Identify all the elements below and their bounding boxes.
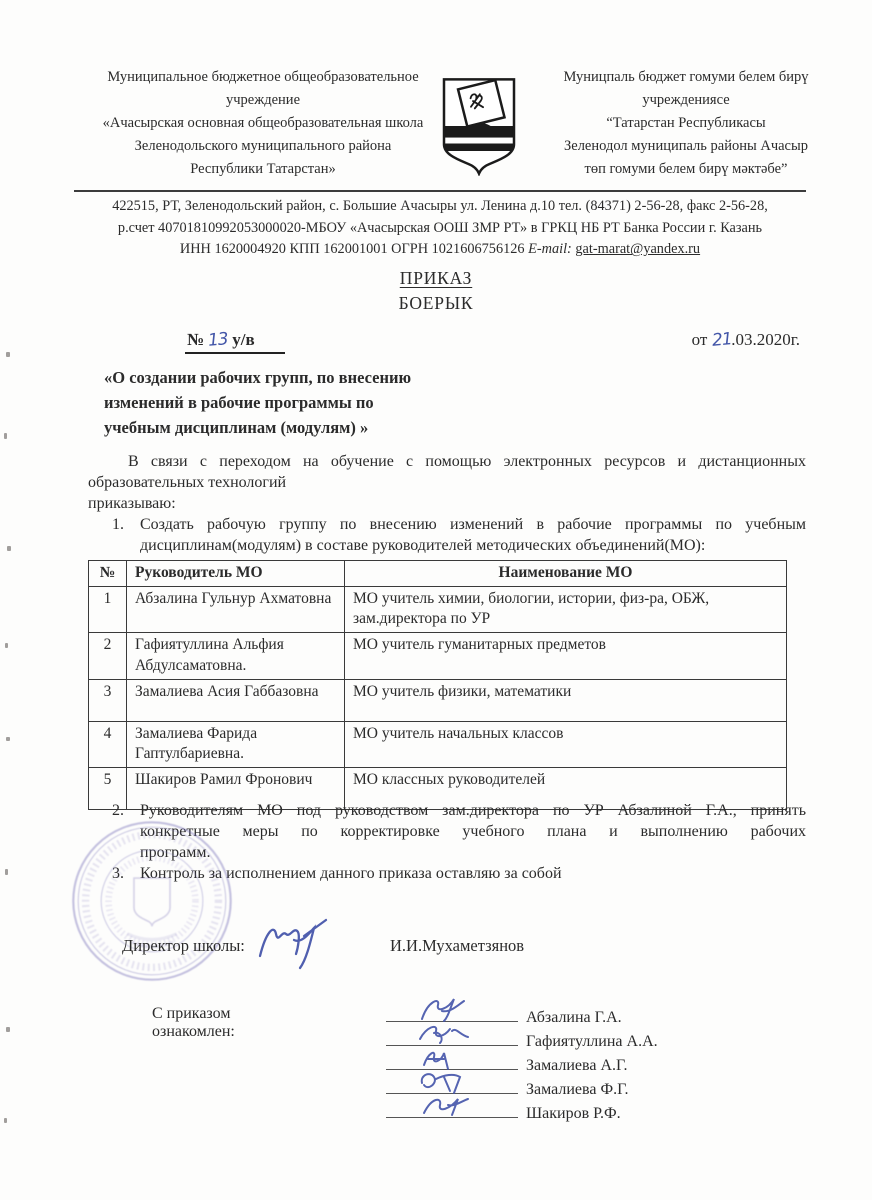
table-row [89,721,787,767]
body-intro-line: образовательных технологий [88,474,287,491]
item-line: Контроль за исполнением данного приказа оставляю за собой [140,865,562,882]
acknowledgment-rows [386,1003,716,1123]
order-number-handwritten: 13 [207,329,229,351]
email-address: gat-marat@yandex.ru [575,241,701,258]
director-signature-icon [250,910,380,979]
cell-leader: Замалиева Асия Габбазовна [127,679,345,721]
item-line: конкретные меры по корректировке учебного плана и выполнению рабочих [140,823,806,840]
scan-artifact [4,1118,7,1123]
header-line: учреждение [225,91,300,108]
header-org-name-russian [90,66,436,181]
cell-number: 4 [89,721,127,767]
col-header-leader: Руководитель МО [127,561,345,587]
cell-mo: МО учитель физики, математики [345,679,787,721]
cell-number: 3 [89,679,127,721]
table-row [89,679,787,721]
acknowledged-name: Замалиева А.Г. [526,1057,628,1074]
document-title [0,266,872,315]
scan-artifact [6,1027,10,1032]
scan-artifact [6,737,10,741]
item-line: программ. [140,844,211,861]
table-row [89,587,787,633]
item-number: 3. [112,865,124,882]
col-header-mo-name: Наименование МО [345,561,787,587]
header-line: “Татарстан Республикасы [606,114,766,131]
order-meta [185,330,800,354]
header-org-name-tatar [524,66,848,181]
cell-number: 2 [89,633,127,679]
item-number: 1. [112,516,124,533]
order-date [692,330,800,354]
director-label: Директор школы: [122,936,245,955]
order-number [185,330,285,354]
cell-leader: Абзалина Гульнур Ахматовна [127,587,345,633]
title-boyeryk: БОЕРЫК [398,292,474,313]
header-line: Зеленодольского муниципального района [134,137,392,154]
table-row [89,633,787,679]
acknowledged-name: Шакиров Р.Ф. [526,1105,621,1122]
scan-artifact [7,546,11,551]
cell-number: 5 [89,767,127,809]
decree-word: приказываю: [88,495,176,512]
order-items [88,800,806,884]
header-line: Муниципальное бюджетное общеобразовательное [107,69,419,85]
order-date-handwritten: 21 [710,329,733,351]
item-line: Создать рабочую группу по внесению изменений в рабочие программы по учебным [140,516,806,533]
table-header-row [89,561,787,587]
cell-mo: МО учитель химии, биологии, истории, физ-ра, ОБЖ, зам.директора по УР [345,587,787,633]
scan-artifact [4,433,7,439]
subject-line: учебным дисциплинам (модулям) » [104,417,369,437]
date-rest: .03.2020г. [731,330,800,349]
order-item-2 [88,800,806,863]
contact-details [74,190,806,261]
header-line: Муницпаль бюджет гомуми белем бирү [563,69,809,85]
col-header-number: № [89,561,127,587]
cell-leader: Шакиров Рамил Фронович [127,767,345,809]
header-line: Зеленодол муниципаль районы Ачасыр [564,137,808,154]
cell-number: 1 [89,587,127,633]
subject-line: изменений в рабочие программы по [104,392,374,412]
scan-artifact [6,352,10,357]
title-prikaz: ПРИКАЗ [399,268,473,288]
number-suffix: у/в [227,330,255,349]
contact-inn-kpp-ogrn: ИНН 1620004920 КПП 162001001 ОГРН 1021606756126 [179,241,529,258]
subject-line: «О создании рабочих групп, по внесению [104,368,412,387]
cell-mo: МО учитель начальных классов [345,721,787,767]
order-subject [104,366,411,440]
order-item-3 [88,863,806,884]
scan-artifact [5,869,8,875]
order-body [88,451,806,556]
contact-account: р.счет 40701810992053000020-МБОУ «Ачасырская ООШ ЗМР РТ» в ГРКЦ НБ РТ Банка России г. Казань [117,219,763,236]
body-intro-line: В связи с переходом на обучение с помощью электронных ресурсов и дистанционных [128,453,806,470]
order-item-1 [88,514,806,556]
contact-ids [74,239,806,261]
cell-leader: Замалиева Фарида Гаптулбариевна. [127,721,345,767]
contact-address: 422515, РТ, Зеленодольский район, с. Большие Ачасыры ул. Ленина д.10 тел. (84371) 2-56-28, факс 2-56-28, [112,198,768,214]
acknowledgment-row [386,1099,716,1123]
cell-mo: МО классных руководителей [345,767,787,809]
acknowledgment-label: С приказом ознакомлен: [152,1005,235,1040]
cell-mo: МО учитель гуманитарных предметов [345,633,787,679]
director-signature-block [122,928,682,998]
item-line: Руководителям МО под руководством зам.директора по УР Абзалиной Г.А., принять [140,802,806,819]
date-word: от [691,330,712,349]
email-label: E-mail: [528,241,576,258]
coat-of-arms-icon [437,76,521,176]
mo-leaders-table [88,560,787,810]
item-line: дисциплинам(модулям) в составе руководителей методических объединений(МО): [140,537,706,554]
header-line: учреждениясе [642,91,730,108]
signature-icon [414,1089,484,1126]
header-line: Республики Татарстан» [190,160,336,177]
acknowledged-name: Замалиева Ф.Г. [526,1081,629,1098]
number-sign: № [187,330,209,349]
director-name: И.И.Мухаметзянов [390,936,525,955]
acknowledged-name: Гафиятуллина А.А. [526,1033,658,1050]
header-line: «Ачасырская основная общеобразовательная школа [102,114,424,131]
item-number: 2. [112,802,124,819]
acknowledged-name: Абзалина Г.А. [526,1009,622,1026]
cell-leader: Гафиятуллина Альфия Абдулсаматовна. [127,633,345,679]
scan-artifact [5,643,8,648]
header-line: төп гомуми белем бирү мәктәбе” [584,160,788,177]
